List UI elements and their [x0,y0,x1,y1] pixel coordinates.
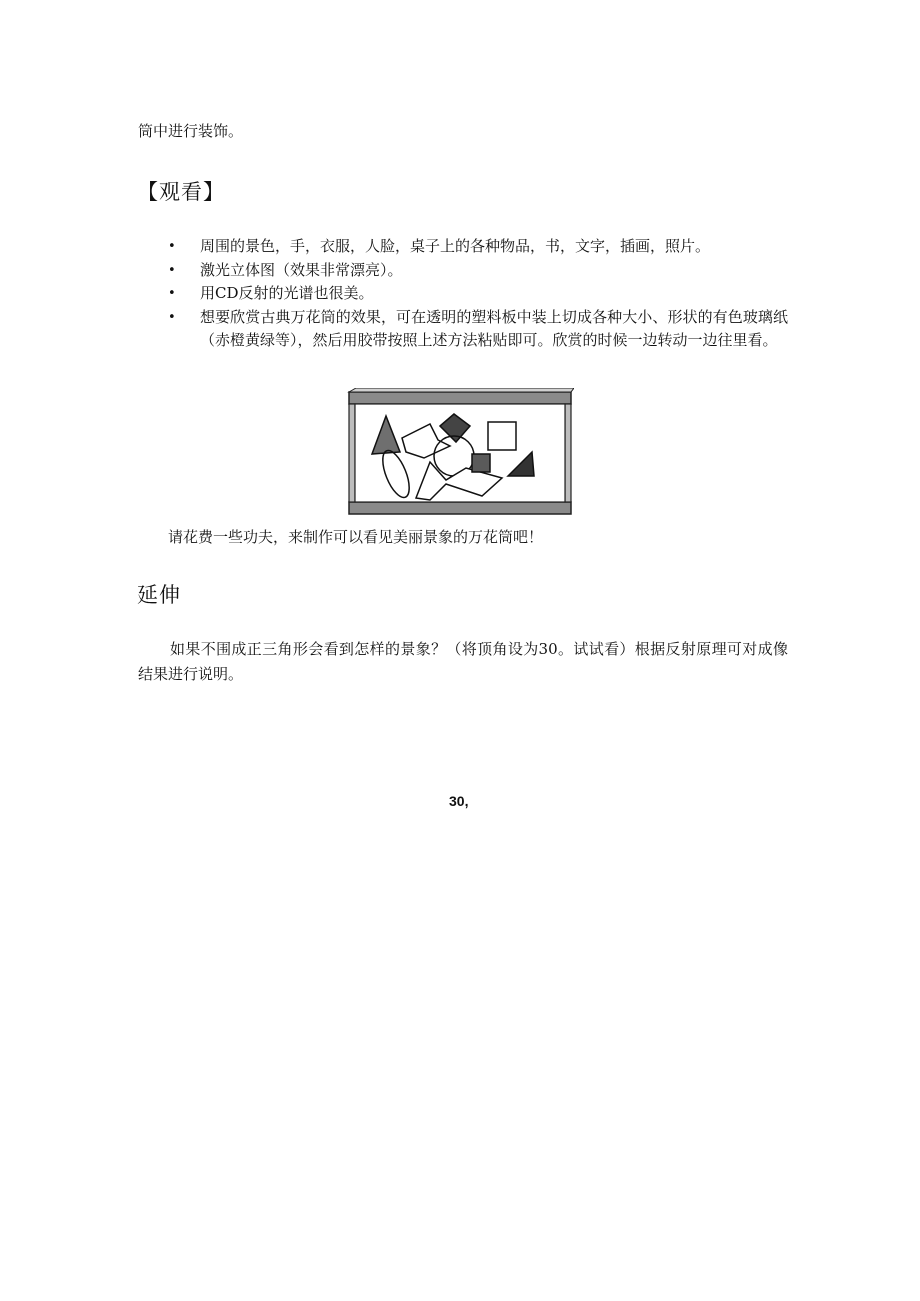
bullet-icon: • [168,286,176,301]
section-title-extension: 延伸 [137,583,181,607]
page-number: 30, [449,793,469,809]
list-item-text: 周围的景色，手，衣服，人脸，桌子上的各种物品，书，文字，插画，照片。 [200,237,711,255]
list-item [168,306,788,353]
section-title-watch: 【观看】 [137,180,225,204]
watch-list [168,235,788,353]
bullet-icon: • [168,262,176,278]
bullet-icon: • [168,239,176,254]
kaleidoscope-illustration [346,388,574,518]
list-item [168,282,788,306]
list-item [168,259,788,283]
illustration-caption: 请花费一些功夫，来制作可以看见美丽景象的万花筒吧！ [168,528,544,546]
continuation-text: 筒中进行装饰。 [138,122,244,140]
extension-paragraph: 如果不围成正三角形会看到怎样的景象？（将顶角设为30。试试看）根据反射原理可对成像结果进行说明。 [138,640,788,683]
list-item-text: 用CD反射的光谱也很美。 [200,284,374,302]
list-item-text: 想要欣赏古典万花筒的效果，可在透明的塑料板中装上切成各种大小、形状的有色玻璃纸（赤橙黄绿等），然后用胶带按照上述方法粘贴即可。欣赏的时候一边转动一边往里看。 [200,307,788,349]
list-item [168,235,788,259]
bullet-icon: • [168,309,176,325]
list-item-text: 激光立体图（效果非常漂亮）。 [200,260,403,279]
